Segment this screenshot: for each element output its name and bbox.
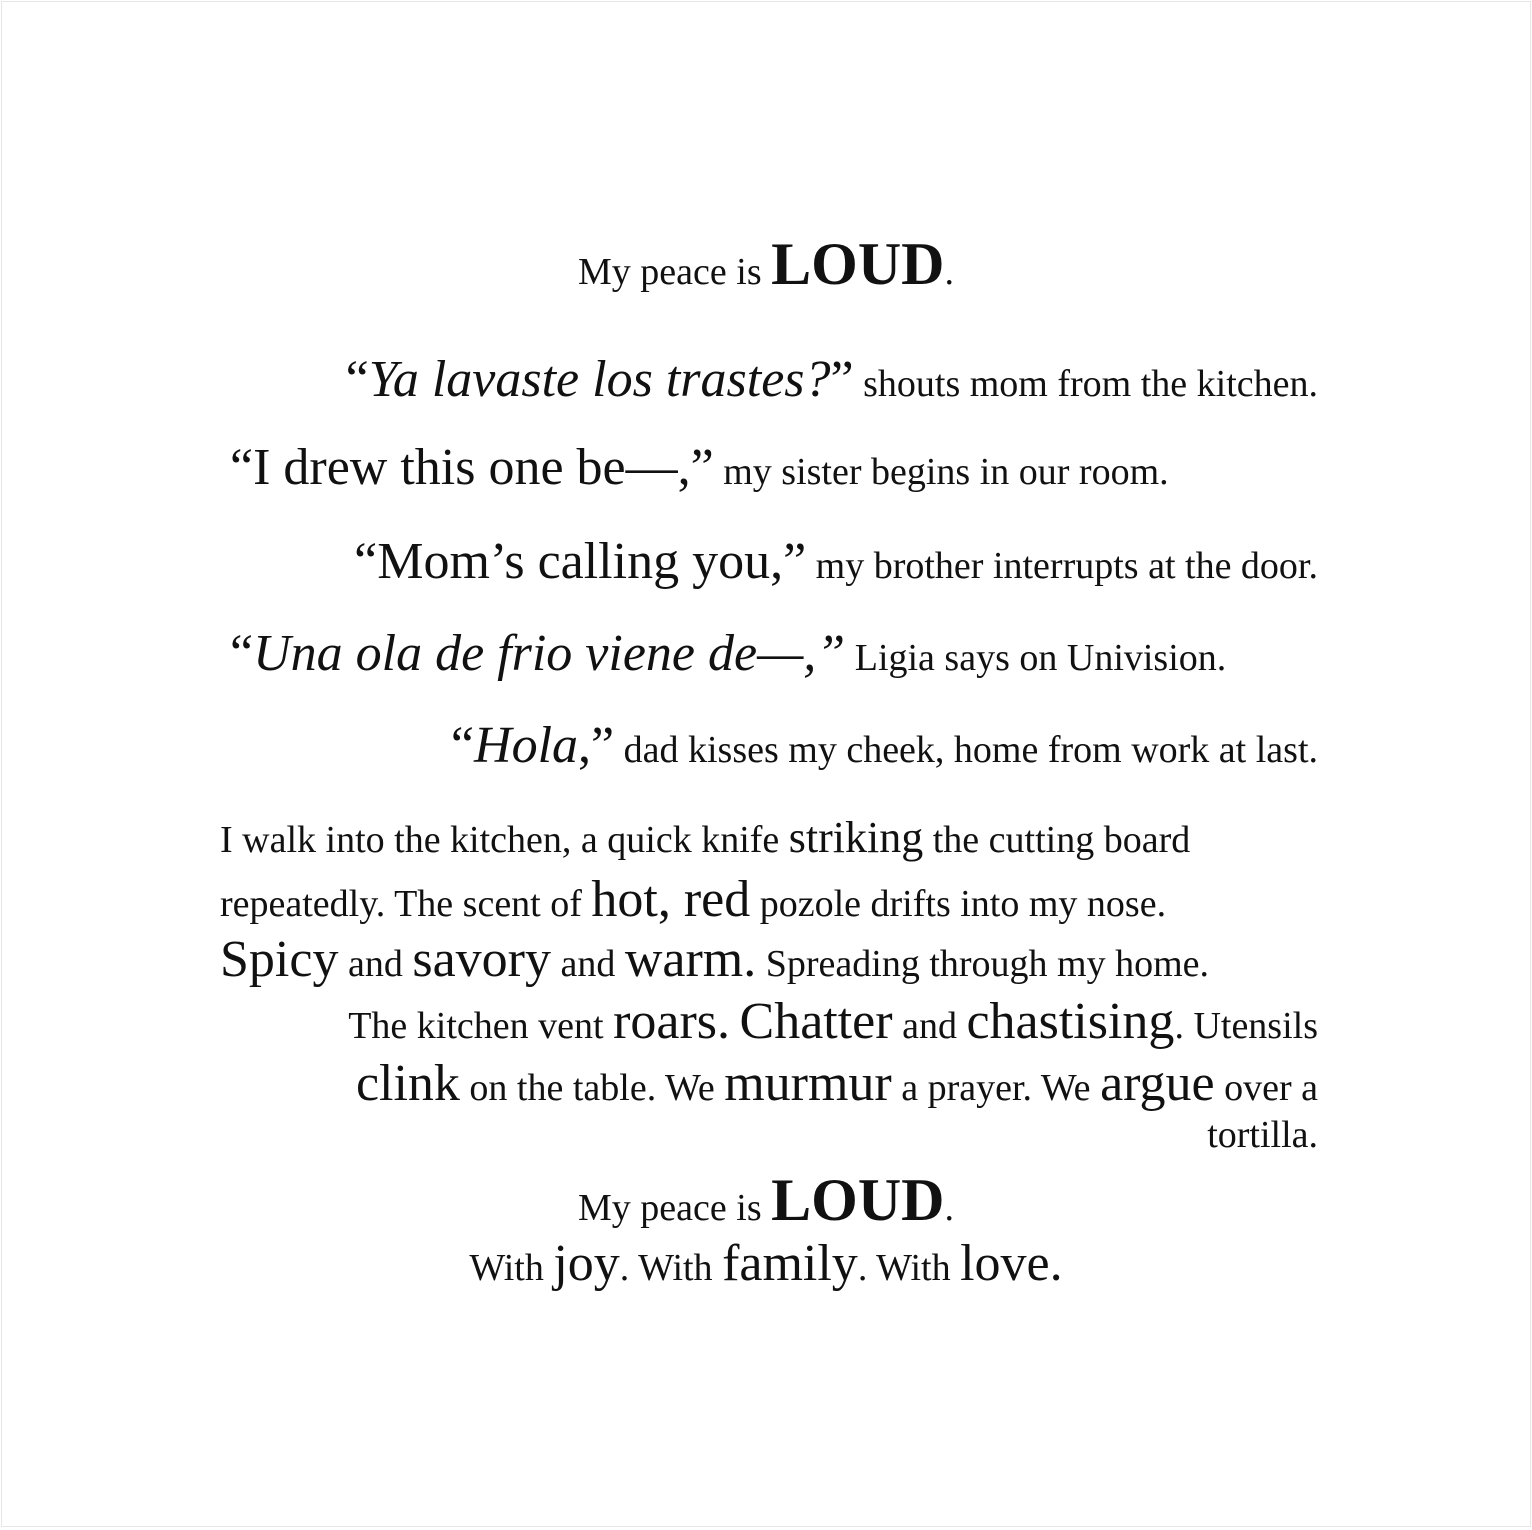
paragraph-text: a prayer. We <box>891 1067 1101 1109</box>
quote-open: “ <box>230 625 254 682</box>
paragraph-text: on the table. We <box>459 1067 725 1109</box>
title-text: My peace is <box>578 251 772 293</box>
closing-text: . With <box>857 1247 961 1289</box>
title-text: My peace is <box>578 1187 772 1229</box>
paragraph-text: pozole drifts into my nose. <box>750 883 1167 925</box>
paragraph-text <box>730 1005 740 1047</box>
paragraph-text: I walk into the kitchen, a quick knife <box>220 819 789 861</box>
emphasis-word: Chatter <box>739 993 893 1050</box>
dialogue-line-tv <box>230 625 1227 682</box>
emphasis-word: joy <box>553 1235 620 1292</box>
paragraph-line-4 <box>348 993 1318 1050</box>
paragraph-text: Spreading through my home. <box>756 943 1210 985</box>
closing-text: . With <box>619 1247 723 1289</box>
closing-line <box>2 1235 1530 1292</box>
paragraph-line-2 <box>220 871 1167 928</box>
paragraph-text: . Utensils <box>1174 1005 1318 1047</box>
narration-text: dad kisses my cheek, home from work at last. <box>614 729 1318 771</box>
emphasis-word: savory <box>412 931 551 988</box>
narration-text: shouts mom from the kitchen. <box>853 363 1318 405</box>
emphasis-word: striking <box>788 813 924 862</box>
emphasis-word: argue <box>1100 1055 1215 1112</box>
paragraph-text: and <box>338 943 413 985</box>
paragraph-text: and <box>550 943 625 985</box>
emphasis-word: chastising <box>966 993 1175 1050</box>
dialogue-line-dad <box>450 717 1318 774</box>
paragraph-text: and <box>892 1005 967 1047</box>
spoken-text: “Mom’s calling you,” <box>354 533 807 590</box>
quote-close: ” <box>830 351 854 408</box>
spoken-text: “I drew this one be—,” <box>230 439 714 496</box>
spoken-text: Hola <box>474 717 579 774</box>
emphasis-word: family <box>722 1235 858 1292</box>
dialogue-line-sister <box>230 439 1169 496</box>
emphasis-word: love. <box>960 1235 1063 1292</box>
closing-text: With <box>469 1247 554 1289</box>
emphasis-word: hot, red <box>591 871 751 928</box>
title-emphasis: LOUD <box>771 1167 945 1233</box>
title-period: . <box>944 251 954 293</box>
spoken-text: Ya lavaste los trastes? <box>368 351 831 408</box>
narration-text: Ligia says on Univision. <box>845 637 1227 679</box>
emphasis-word: murmur <box>724 1055 892 1112</box>
dialogue-line-brother <box>354 533 1318 590</box>
emphasis-word: roars. <box>613 993 731 1050</box>
emphasis-word: clink <box>355 1055 460 1112</box>
paragraph-line-1 <box>220 813 1191 862</box>
paragraph-text: The kitchen vent <box>348 1005 614 1047</box>
emphasis-word: warm. <box>624 931 757 988</box>
dialogue-line-mom <box>345 351 1318 408</box>
paragraph-line-6: tortilla. <box>1207 1114 1318 1156</box>
quote-open: “ <box>345 351 369 408</box>
paragraph-line-3 <box>220 931 1210 988</box>
spoken-text: Una ola de frio viene de—,” <box>253 625 846 682</box>
narration-text: my brother interrupts at the door. <box>806 545 1318 587</box>
paragraph-text: the cutting board <box>923 819 1191 861</box>
narration-text: my sister begins in our room. <box>713 451 1169 493</box>
paragraph-line-5 <box>355 1055 1318 1112</box>
poem-title <box>2 231 1530 297</box>
emphasis-word: Spicy <box>220 931 339 988</box>
quote-open: “ <box>450 717 475 774</box>
title-period: . <box>944 1187 954 1229</box>
quote-close: ,” <box>578 717 615 774</box>
paragraph-text: repeatedly. The scent of <box>220 883 592 925</box>
poem-page <box>2 2 1530 1526</box>
closing-title <box>2 1167 1530 1233</box>
title-emphasis: LOUD <box>771 231 945 297</box>
paragraph-text: over a <box>1214 1067 1318 1109</box>
